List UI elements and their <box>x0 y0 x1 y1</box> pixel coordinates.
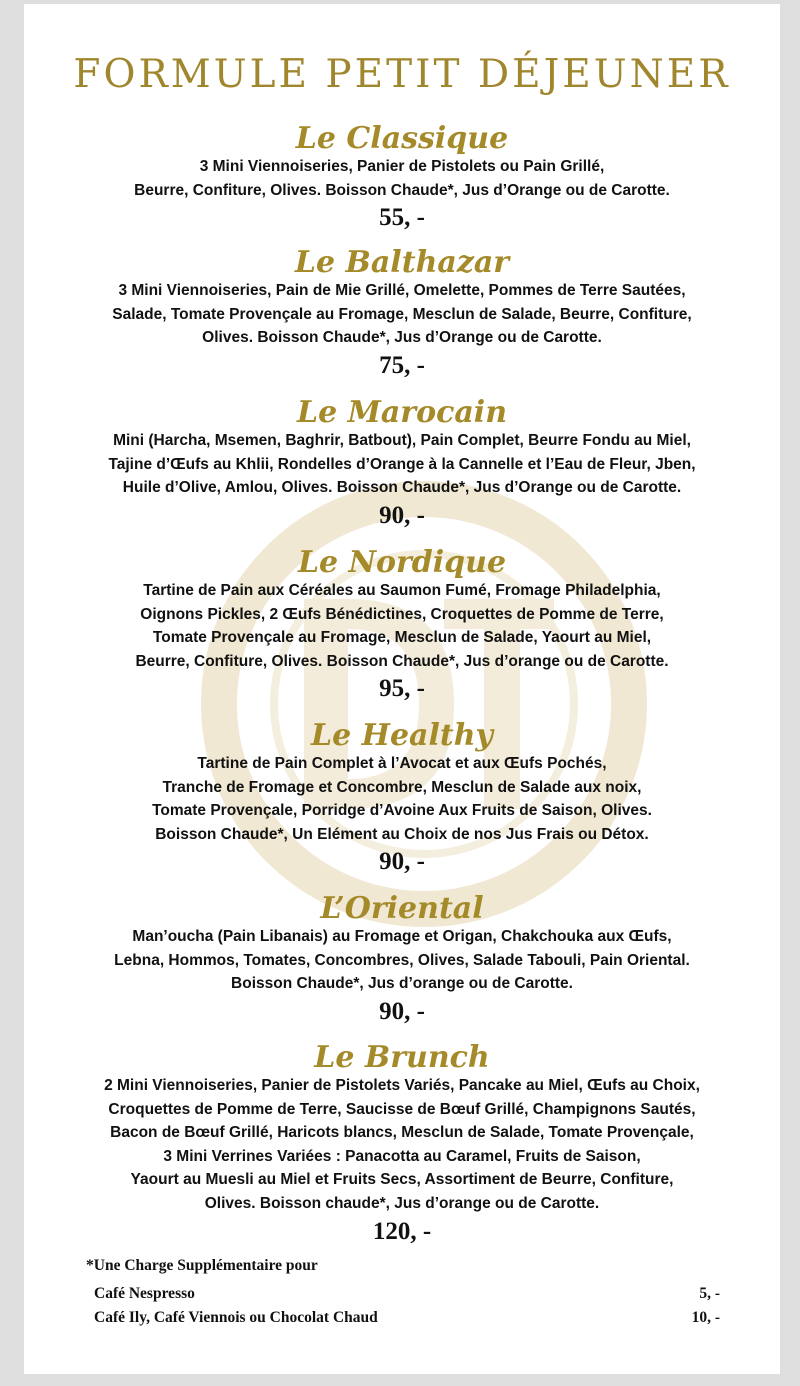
description-line: Mini (Harcha, Msemen, Baghrir, Batbout), Pain Complet, Beurre Fondu au Miel, <box>113 432 691 449</box>
description-line: Huile d’Olive, Amlou, Olives. Boisson Chaude*, Jus d’Orange ou de Carotte. <box>122 479 682 497</box>
menu-page <box>24 4 780 1374</box>
section-price: 95, - <box>379 675 425 703</box>
description-line: 3 Mini Viennoiseries, Panier de Pistolets ou Pain Grillé, <box>199 158 605 175</box>
description-line: Beurre, Confiture, Olives. Boisson Chaude*, Jus d’orange ou de Carotte. <box>135 652 669 670</box>
menu-section-healthy <box>24 719 780 877</box>
description-line: Beurre, Confiture, Olives. Boisson Chaude*, Jus d’Orange ou de Carotte. <box>134 181 670 199</box>
section-description <box>24 579 780 673</box>
description-line: Tartine de Pain Complet à l’Avocat et aux Œufs Pochés, <box>197 755 607 772</box>
section-description <box>24 279 780 350</box>
description-line: Salade, Tomate Provençale au Fromage, Mesclun de Salade, Beurre, Confiture, <box>112 305 692 323</box>
section-price: 90, - <box>379 997 425 1025</box>
description-line: 3 Mini Viennoiseries, Pain de Mie Grillé, Omelette, Pommes de Terre Sautées, <box>118 282 686 299</box>
menu-section-oriental <box>24 892 780 1027</box>
section-title: Le Marocain <box>297 395 507 430</box>
description-line: Lebna, Hommos, Tomates, Concombres, Olives, Salade Tabouli, Pain Oriental. <box>114 951 690 969</box>
supplement-price: 10, - <box>691 1309 720 1326</box>
menu-section-brunch <box>24 1041 780 1247</box>
section-price: 75, - <box>379 351 425 379</box>
description-line: Tartine de Pain aux Céréales au Saumon Fumé, Fromage Philadelphia, <box>143 582 661 599</box>
section-description <box>24 155 780 202</box>
section-description <box>24 752 780 846</box>
description-line: Man’oucha (Pain Libanais) au Fromage et Origan, Chakchouka aux Œufs, <box>132 928 672 945</box>
supplement-price: 5, - <box>699 1285 720 1302</box>
description-line: Croquettes de Pomme de Terre, Saucisse de Bœuf Grillé, Champignons Sautés, <box>108 1100 696 1118</box>
menu-section-marocain <box>24 396 780 531</box>
section-title: Le Balthazar <box>294 245 510 280</box>
description-line: Oignons Pickles, 2 Œufs Bénédictines, Croquettes de Pomme de Terre, <box>140 605 664 623</box>
menu-section-nordique <box>24 546 780 704</box>
description-line: Tranche de Fromage et Concombre, Mesclun de Salade aux noix, <box>162 778 642 796</box>
description-line: Olives. Boisson Chaude*, Jus d’Orange ou de Carotte. <box>202 329 602 347</box>
description-line: 2 Mini Viennoiseries, Panier de Pistolets Variés, Pancake au Miel, Œufs au Choix, <box>104 1077 700 1094</box>
description-line: Boisson Chaude*, Un Elément au Choix de nos Jus Frais ou Détox. <box>155 825 649 843</box>
description-line: 3 Mini Verrines Variées : Panacotta au Caramel, Fruits de Saison, <box>163 1147 641 1165</box>
supplement-label: Café Ily, Café Viennois ou Chocolat Chaud <box>94 1309 378 1326</box>
section-title: L’Oriental <box>320 891 484 926</box>
section-price: 120, - <box>372 1217 432 1245</box>
section-description <box>24 1074 780 1216</box>
description-line: Bacon de Bœuf Grillé, Haricots blancs, Mesclun de Salade, Tomate Provençale, <box>110 1124 694 1142</box>
menu-section-balthazar <box>24 246 780 381</box>
section-title: Le Nordique <box>297 545 507 580</box>
section-title: Le Healthy <box>311 718 493 753</box>
description-line: Yaourt au Muesli au Miel et Fruits Secs, Assortiment de Beurre, Confiture, <box>130 1171 674 1189</box>
description-line: Olives. Boisson chaude*, Jus d’orange ou de Carotte. <box>204 1194 600 1212</box>
description-line: Tajine d’Œufs au Khlii, Rondelles d’Orange à la Cannelle et l’Eau de Fleur, Jben, <box>108 455 696 473</box>
section-description <box>24 429 780 500</box>
menu-section-classique <box>24 122 780 233</box>
description-line: Tomate Provençale au Fromage, Mesclun de Salade, Yaourt au Miel, <box>152 629 652 647</box>
description-line: Tomate Provençale, Porridge d’Avoine Aux Fruits de Saison, Olives. <box>152 802 652 820</box>
section-price: 90, - <box>379 501 425 529</box>
section-price: 55, - <box>379 204 425 232</box>
supplement-label: Café Nespresso <box>94 1285 195 1302</box>
section-title: Le Brunch <box>314 1040 490 1075</box>
section-description <box>24 925 780 996</box>
section-title: Le Classique <box>295 121 509 156</box>
section-price: 90, - <box>379 848 425 876</box>
supplement-note: *Une Charge Supplémentaire pour <box>86 1257 318 1274</box>
description-line: Boisson Chaude*, Jus d’orange ou de Carotte. <box>231 975 573 993</box>
menu-title: FORMULE PETIT DÉJEUNER <box>73 52 731 97</box>
